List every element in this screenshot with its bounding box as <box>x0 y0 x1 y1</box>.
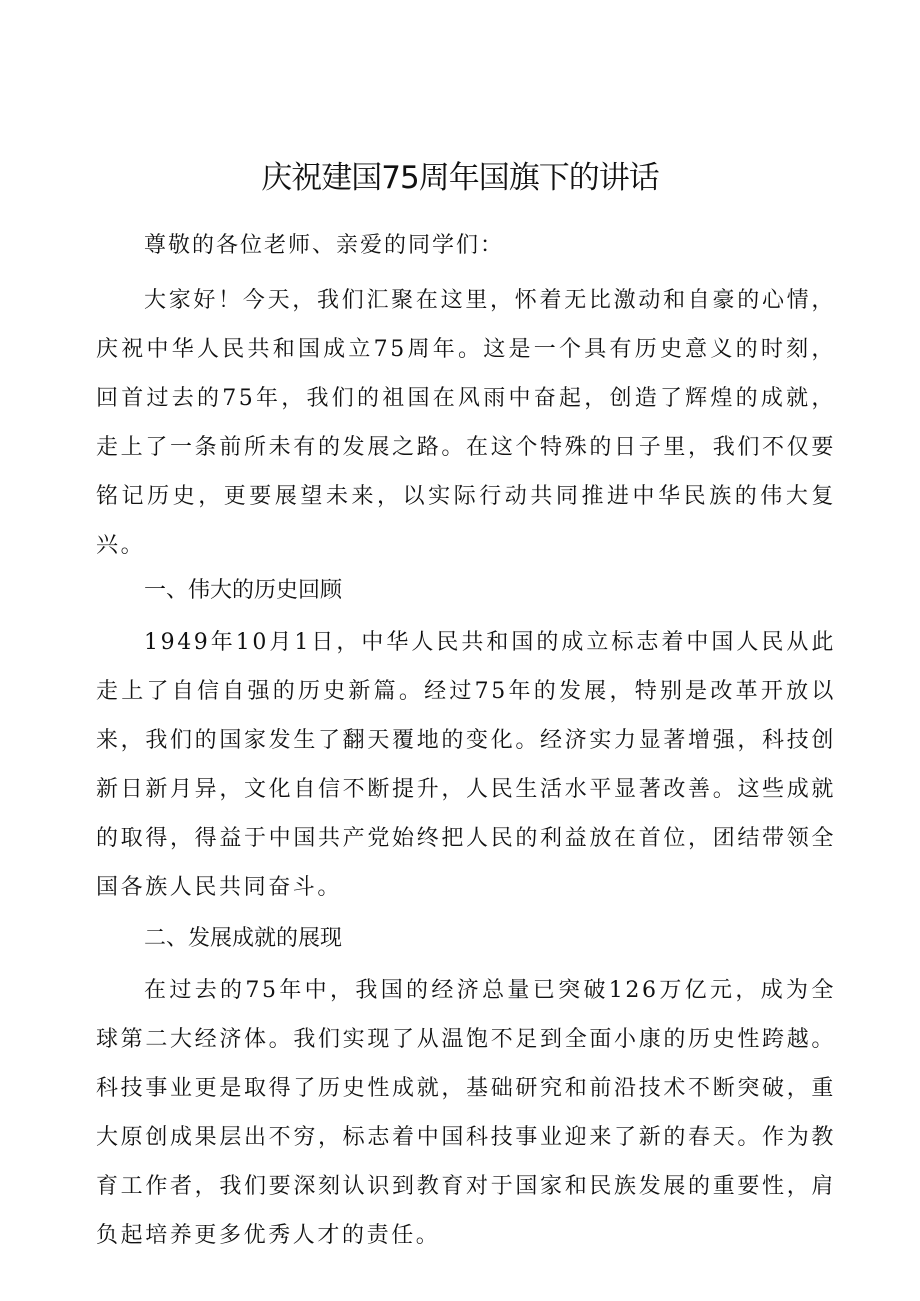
salutation: 尊敬的各位老师、亲爱的同学们： <box>144 233 505 258</box>
paragraph-history: 1949年10月1日，中华人民共和国的成立标志着中国人民从此走上了自信自强的历史新篇。经过75年的发展，特别是改革开放以来，我们的国家发生了翻天覆地的变化。经济实力显著增强，科技创新日新月异，文化自信不断提升，人民生活水平显著改善。这些成就的取得，得益于中国共产党始终把人民的利益放在首位，团结带领全国各族人民共同奋斗。 <box>96 630 836 900</box>
paragraph-opening: 大家好！今天，我们汇聚在这里，怀着无比激动和自豪的心情，庆祝中华人民共和国成立75周年。这是一个具有历史意义的时刻，回首过去的75年，我们的祖国在风雨中奋起，创造了辉煌的成就，走上了一条前所未有的发展之路。在这个特殊的日子里，我们不仅要铭记历史，更要展望未来，以实际行动共同推进中华民族的伟大复兴。 <box>96 288 836 558</box>
document-body <box>96 228 836 1260</box>
section-heading-history: 一、伟大的历史回顾 <box>144 578 343 603</box>
document-title: 庆祝建国75周年国旗下的讲话 <box>261 160 659 196</box>
section-heading-achievements: 二、发展成就的展现 <box>144 926 343 951</box>
paragraph-achievements: 在过去的75年中，我国的经济总量已突破126万亿元，成为全球第二大经济体。我们实现了从温饱不足到全面小康的历史性跨越。科技事业更是取得了历史性成就，基础研究和前沿技术不断突破，重大原创成果层出不穷，标志着中国科技事业迎来了新的春天。作为教育工作者，我们要深刻认识到教育对于国家和民族发展的重要性，肩负起培养更多优秀人才的责任。 <box>96 978 836 1248</box>
